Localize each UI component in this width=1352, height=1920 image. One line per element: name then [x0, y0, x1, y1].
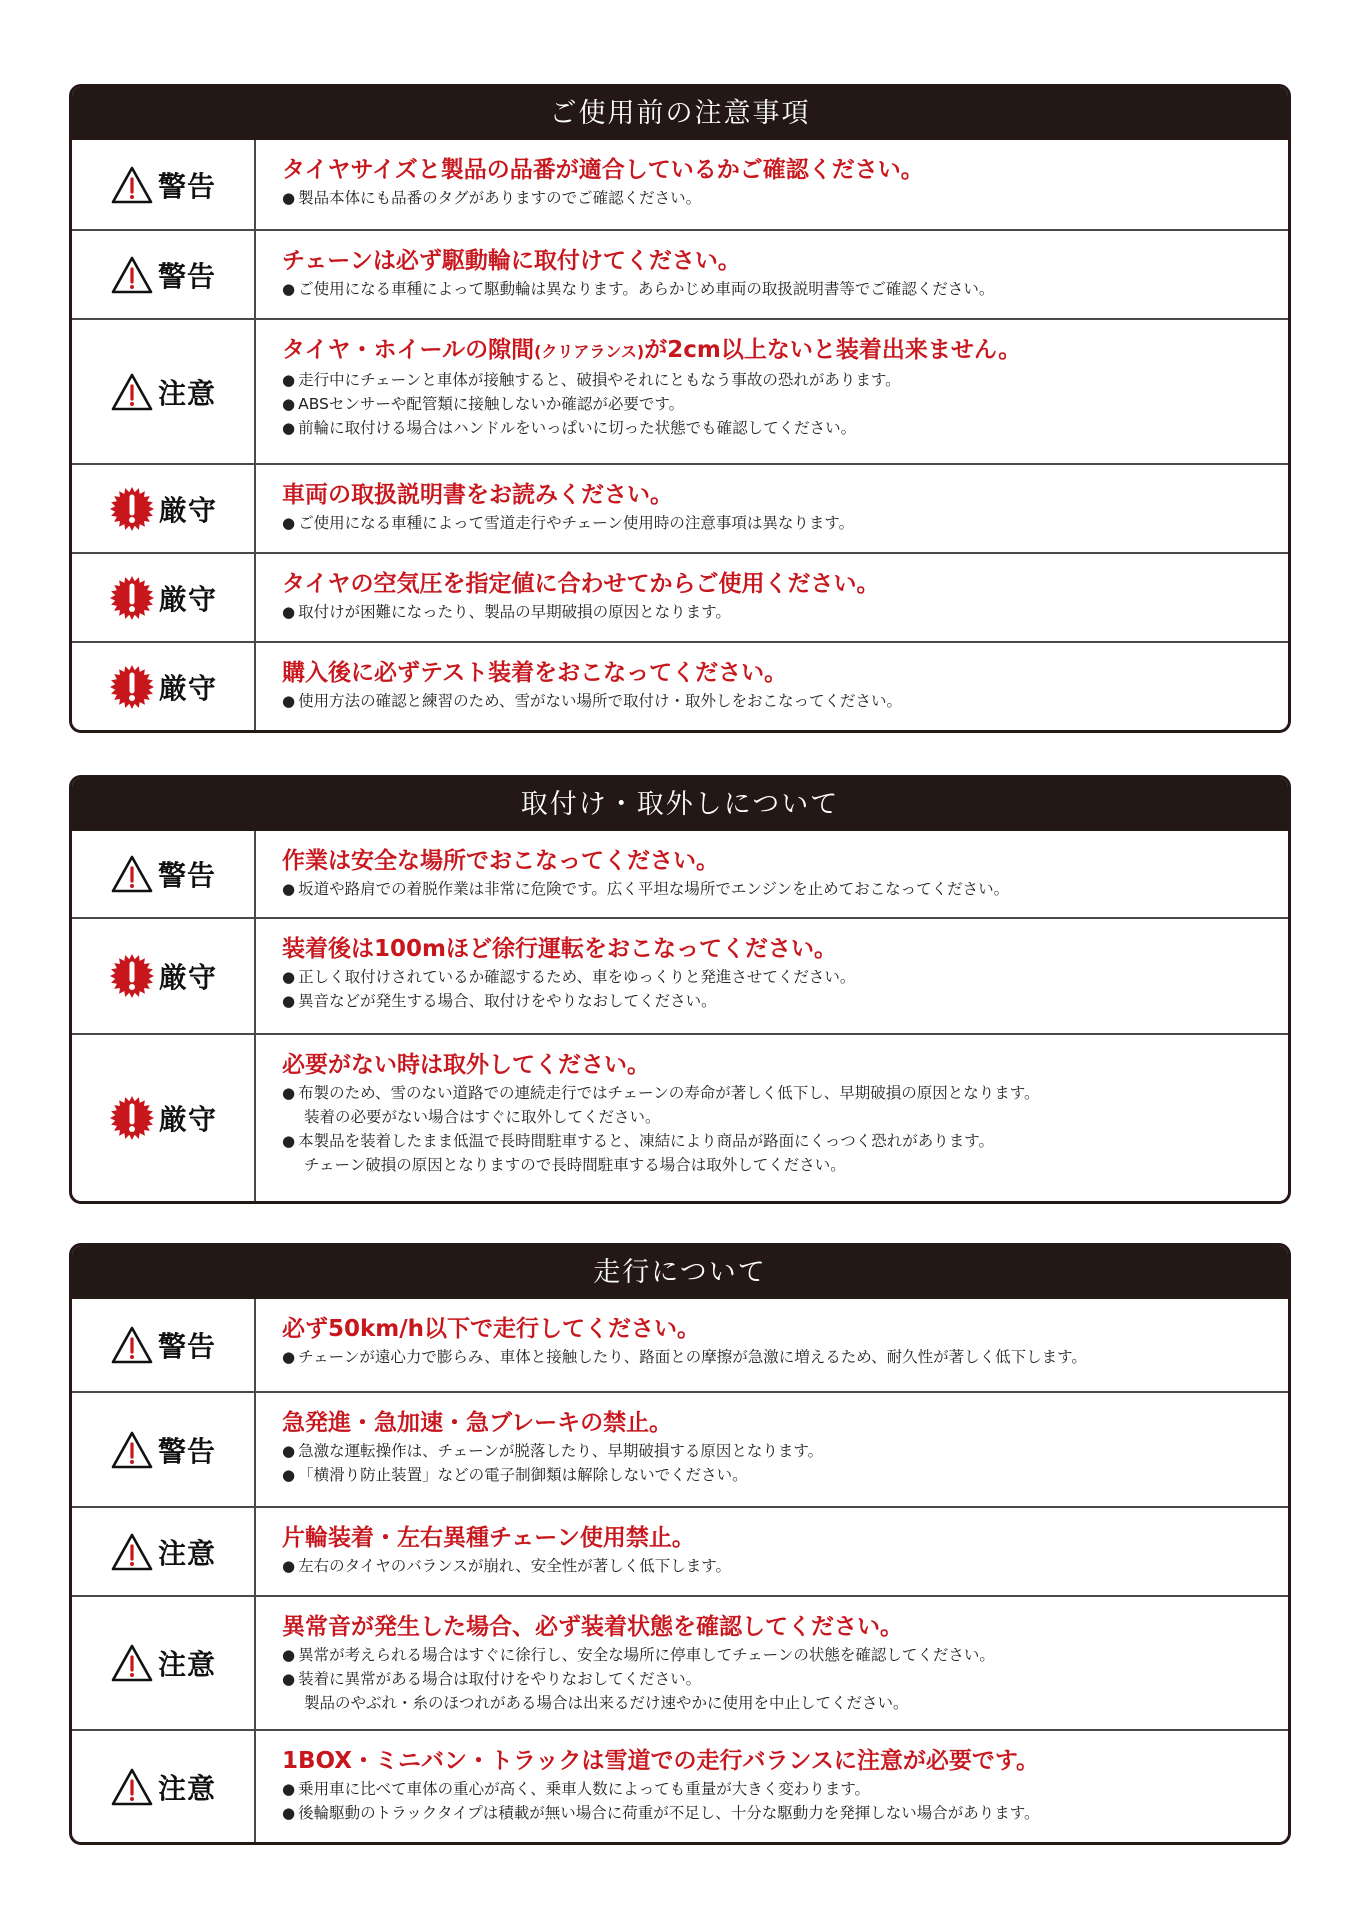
level-label — [72, 1035, 256, 1201]
notice-line-text: 装着の必要がない場合はすぐに取外してください。 — [304, 1108, 661, 1126]
section-rows — [72, 831, 1288, 1201]
level-label — [72, 554, 256, 641]
exclamation-burst-icon — [109, 1095, 155, 1141]
warning-triangle-icon — [110, 165, 154, 205]
level-text: 警告 — [157, 1434, 216, 1468]
level-text: 注意 — [157, 1648, 216, 1681]
bullet-icon: ● — [282, 189, 296, 207]
warning-triangle-icon — [110, 1430, 154, 1470]
notice-title — [282, 933, 1264, 965]
notice-title — [282, 245, 1264, 277]
bullet-icon: ● — [282, 1670, 296, 1688]
notice-row — [72, 1033, 1288, 1201]
notice-line — [282, 1554, 1264, 1578]
level-text: 厳守 — [158, 582, 217, 616]
warning-triangle-icon — [110, 1532, 154, 1572]
bullet-icon: ● — [282, 968, 296, 986]
bullet-icon: ● — [282, 419, 296, 437]
notice-title — [282, 1313, 1264, 1345]
section-before-use — [69, 84, 1291, 733]
bullet-icon: ● — [282, 395, 296, 413]
level-label — [72, 320, 256, 463]
notice-content — [256, 831, 1288, 917]
section-driving — [69, 1243, 1291, 1845]
bullet-icon: ● — [282, 1780, 296, 1798]
warning-triangle-icon — [110, 372, 154, 412]
notice-line-text: 異音などが発生する場合、取付けをやりなおしてください。 — [298, 992, 717, 1010]
bullet-icon: ● — [282, 1348, 296, 1366]
exclamation-burst-icon — [109, 664, 155, 710]
level-text: 厳守 — [158, 961, 217, 994]
notice-content — [256, 1035, 1288, 1201]
level-text: 厳守 — [158, 493, 217, 527]
notice-title-text: タイヤサイズと製品の品番が適合しているかご確認ください。 — [282, 157, 924, 183]
level-text: 警告 — [157, 859, 216, 892]
notice-line-text: 坂道や路肩での着脱作業は非常に危険です。広く平坦な場所でエンジンを止めておこなってください。 — [298, 880, 1010, 898]
notice-line — [282, 1439, 1264, 1463]
notice-title — [282, 1745, 1264, 1777]
exclamation-burst-icon — [109, 953, 155, 999]
notice-title-text: が2cm以上ないと装着出来ません。 — [644, 337, 1022, 363]
level-label — [72, 1299, 256, 1391]
notice-line-text: ご使用になる車種によって雪道走行やチェーン使用時の注意事項は異なります。 — [298, 514, 855, 532]
notice-row — [72, 1391, 1288, 1506]
level-text: 注意 — [157, 1536, 216, 1570]
notice-row — [72, 641, 1288, 730]
notice-line-text: チェーンが遠心力で膨らみ、車体と接触したり、路面との摩擦が急激に増えるため、耐久性が著しく低下します。 — [298, 1348, 1087, 1366]
notice-line — [282, 1667, 1264, 1691]
notice-line-text: 装着に異常がある場合は取付けをやりなおしてください。 — [298, 1670, 702, 1688]
notice-line-text: 製品のやぶれ・糸のほつれがある場合は出来るだけ速やかに使用を中止してください。 — [304, 1694, 909, 1712]
notice-row — [72, 552, 1288, 641]
notice-line — [282, 1801, 1264, 1825]
notice-line-text: 異常が考えられる場合はすぐに徐行し、安全な場所に停車してチェーンの状態を確認してください。 — [298, 1646, 995, 1664]
notice-line — [282, 1129, 1264, 1153]
notice-content — [256, 1597, 1288, 1729]
exclamation-burst-icon — [109, 486, 155, 532]
bullet-icon: ● — [282, 603, 296, 621]
notice-line-text: 本製品を装着したまま低温で長時間駐車すると、凍結により商品が路面にくっつく恐れがあります。 — [298, 1132, 995, 1150]
section-install-remove — [69, 775, 1291, 1204]
level-text: 厳守 — [158, 671, 217, 705]
notice-line-text: ご使用になる車種によって駆動輪は異なります。あらかじめ車両の取扱説明書等でご確認ください。 — [298, 280, 995, 298]
level-text: 警告 — [157, 1330, 216, 1363]
notice-row — [72, 463, 1288, 552]
bullet-icon: ● — [282, 280, 296, 298]
notice-content — [256, 465, 1288, 552]
notice-content — [256, 643, 1288, 730]
level-label — [72, 1393, 256, 1506]
notice-title — [282, 845, 1264, 877]
level-text: 注意 — [157, 376, 216, 410]
section-title: ご使用前の注意事項 — [72, 87, 1288, 140]
notice-line — [282, 277, 1264, 301]
notice-title-text: 急発進・急加速・急ブレーキの禁止。 — [282, 1410, 673, 1436]
notice-row — [72, 1595, 1288, 1729]
notice-content — [256, 1508, 1288, 1595]
notice-title-note: (クリアランス) — [534, 342, 645, 361]
notice-content — [256, 320, 1288, 463]
bullet-icon: ● — [282, 992, 296, 1010]
notice-line — [282, 1463, 1264, 1487]
bullet-icon: ● — [282, 1804, 296, 1822]
section-rows — [72, 140, 1288, 730]
notice-title-text: 1BOX・ミニバン・トラックは雪道での走行バランスに注意が必要です。 — [282, 1748, 1040, 1774]
notice-title-text: 必ず50km/h以下で走行してください。 — [282, 1316, 701, 1342]
level-label — [72, 643, 256, 730]
notice-line-text: 製品本体にも品番のタグがありますのでご確認ください。 — [298, 189, 702, 207]
notice-row — [72, 1506, 1288, 1595]
notice-line — [282, 1777, 1264, 1801]
notice-row — [72, 229, 1288, 318]
notice-title — [282, 1049, 1264, 1081]
notice-content — [256, 919, 1288, 1033]
bullet-icon: ● — [282, 1646, 296, 1664]
bullet-icon: ● — [282, 1084, 296, 1102]
notice-row — [72, 831, 1288, 917]
notice-line — [282, 1105, 1264, 1129]
notice-line-text: 取付けが困難になったり、製品の早期破損の原因となります。 — [298, 603, 731, 621]
notice-line — [282, 416, 1264, 440]
warning-triangle-icon — [110, 854, 154, 894]
notice-line — [282, 1153, 1264, 1177]
level-label — [72, 831, 256, 917]
notice-content — [256, 231, 1288, 318]
notice-title — [282, 1407, 1264, 1439]
notice-content — [256, 140, 1288, 229]
notice-title-text: 購入後に必ずテスト装着をおこなってください。 — [282, 660, 788, 686]
bullet-icon: ● — [282, 880, 296, 898]
level-label — [72, 231, 256, 318]
notice-line — [282, 368, 1264, 392]
warning-triangle-icon — [110, 1643, 154, 1683]
bullet-icon: ● — [282, 1442, 296, 1460]
level-label — [72, 465, 256, 552]
notice-line-text: 後輪駆動のトラックタイプは積載が無い場合に荷重が不足し、十分な駆動力を発揮しない場合があります。 — [298, 1804, 1040, 1822]
notice-title-text: チェーンは必ず駆動輪に取付けてください。 — [282, 248, 741, 274]
notice-line-text: ABSセンサーや配管類に接触しないか確認が必要です。 — [298, 395, 685, 413]
level-label — [72, 1508, 256, 1595]
notice-content — [256, 554, 1288, 641]
notice-row — [72, 1729, 1288, 1842]
notice-line-text: 使用方法の確認と練習のため、雪がない場所で取付け・取外しをおこなってください。 — [298, 692, 902, 710]
bullet-icon: ● — [282, 371, 296, 389]
notice-title — [282, 154, 1264, 186]
level-label — [72, 140, 256, 229]
notice-content — [256, 1731, 1288, 1842]
notice-line — [282, 1081, 1264, 1105]
level-label — [72, 919, 256, 1033]
notice-line-text: 「横滑り防止装置」などの電子制御類は解除しないでください。 — [298, 1466, 748, 1484]
notice-line — [282, 989, 1264, 1013]
warning-triangle-icon — [110, 1767, 154, 1807]
warning-triangle-icon — [110, 255, 154, 295]
notice-title-text: タイヤ・ホイールの隙間 — [282, 337, 535, 363]
notice-line — [282, 689, 1264, 713]
notice-title — [282, 334, 1264, 368]
notice-line — [282, 392, 1264, 416]
exclamation-burst-icon — [109, 575, 155, 621]
notice-title-text: 片輪装着・左右異種チェーン使用禁止。 — [282, 1525, 695, 1551]
notice-content — [256, 1393, 1288, 1506]
notice-line — [282, 600, 1264, 624]
notice-line-text: チェーン破損の原因となりますので長時間駐車する場合は取外してください。 — [304, 1156, 846, 1174]
section-title: 走行について — [72, 1246, 1288, 1299]
notice-row — [72, 140, 1288, 229]
notice-title-text: タイヤの空気圧を指定値に合わせてからご使用ください。 — [282, 571, 880, 597]
notice-line-text: 走行中にチェーンと車体が接触すると、破損やそれにともなう事故の恐れがあります。 — [298, 371, 901, 389]
notice-line-text: 急激な運転操作は、チェーンが脱落したり、早期破損する原因となります。 — [298, 1442, 824, 1460]
section-title: 取付け・取外しについて — [72, 778, 1288, 831]
warning-triangle-icon — [110, 1325, 154, 1365]
notice-content — [256, 1299, 1288, 1391]
notice-line — [282, 186, 1264, 210]
bullet-icon: ● — [282, 514, 296, 532]
notice-line — [282, 1345, 1264, 1369]
bullet-icon: ● — [282, 1557, 296, 1575]
bullet-icon: ● — [282, 1466, 296, 1484]
level-text: 警告 — [157, 169, 216, 203]
notice-line — [282, 877, 1264, 901]
level-text: 注意 — [157, 1771, 216, 1805]
level-text: 厳守 — [158, 1103, 217, 1136]
notice-line-text: 前輪に取付ける場合はハンドルをいっぱいに切った状態でも確認してください。 — [298, 419, 857, 437]
level-text: 警告 — [157, 259, 216, 293]
notice-line-text: 正しく取付けされているか確認するため、車をゆっくりと発進させてください。 — [298, 968, 856, 986]
level-label — [72, 1731, 256, 1842]
notice-line — [282, 511, 1264, 535]
level-label — [72, 1597, 256, 1729]
notice-title-text: 作業は安全な場所でおこなってください。 — [282, 848, 719, 874]
bullet-icon: ● — [282, 692, 296, 710]
notice-line — [282, 1643, 1264, 1667]
notice-title — [282, 1522, 1264, 1554]
notice-row — [72, 1299, 1288, 1391]
section-rows — [72, 1299, 1288, 1842]
notice-title — [282, 1611, 1264, 1643]
notice-title-text: 必要がない時は取外してください。 — [282, 1052, 650, 1078]
notice-title-text: 装着後は100mほど徐行運転をおこなってください。 — [282, 936, 837, 962]
bullet-icon: ● — [282, 1132, 296, 1150]
notice-line-text: 布製のため、雪のない道路での連続走行ではチェーンの寿命が著しく低下し、早期破損の原因となります。 — [298, 1084, 1040, 1102]
notice-title-text: 異常音が発生した場合、必ず装着状態を確認してください。 — [282, 1614, 903, 1640]
notice-line — [282, 965, 1264, 989]
notice-title — [282, 479, 1264, 511]
notice-row — [72, 917, 1288, 1033]
notice-line-text: 乗用車に比べて車体の重心が高く、乗車人数によっても重量が大きく変わります。 — [298, 1780, 871, 1798]
notice-line-text: 左右のタイヤのバランスが崩れ、安全性が著しく低下します。 — [298, 1557, 732, 1575]
notice-row — [72, 318, 1288, 463]
notice-title — [282, 568, 1264, 600]
notice-title — [282, 657, 1264, 689]
notice-title-text: 車両の取扱説明書をお読みください。 — [282, 482, 673, 508]
notice-line — [282, 1691, 1264, 1715]
